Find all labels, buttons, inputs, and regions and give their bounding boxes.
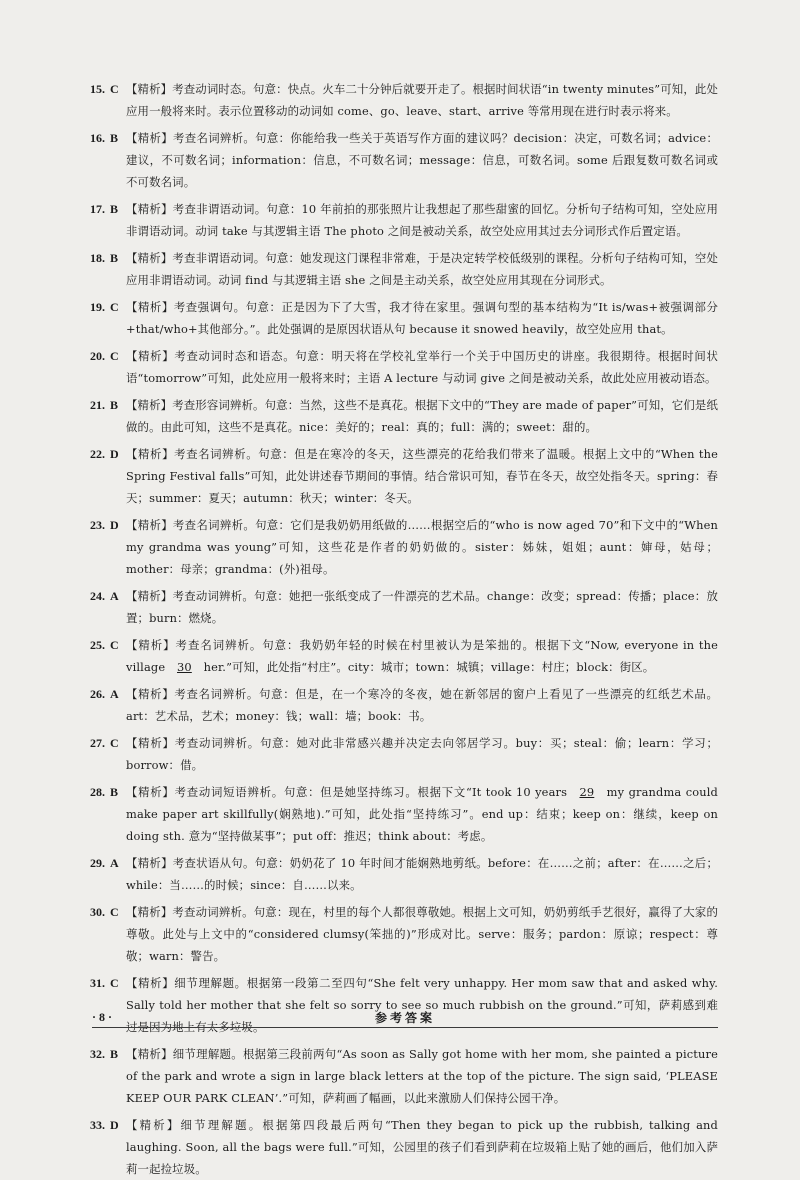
explanation-text-part: her.”可知，此处指“村庄”。city：城市；town：城镇；village：村庄；block：街区。 bbox=[199, 660, 655, 674]
answer-letter: B bbox=[110, 202, 119, 216]
explanation-text: 【精析】考查名词辨析。句意：但是，在一个寒冷的冬夜，她在新邻居的窗户上看见了一些漂亮的红纸艺术品。art：艺术品，艺术；money：钱；wall：墙；book：书。 bbox=[126, 687, 718, 723]
answer-item bbox=[90, 585, 718, 629]
answer-letter: B bbox=[110, 1047, 119, 1061]
explanation-text: 【精析】考查名词辨析。句意：但是在寒冷的冬天，这些漂亮的花给我们带来了温暖。根据上文中的“When the Spring Festival falls”可知，此处讲述春节期间的事情。结合常识可知，春节在冬天，故空处指冬天。spring：春天；summer：夏天；autumn：秋天；winter：冬天。 bbox=[126, 447, 718, 505]
answer-item bbox=[90, 78, 718, 122]
answer-letter: C bbox=[110, 976, 119, 990]
answer-letter: C bbox=[110, 82, 119, 96]
explanation-text: 【精析】细节理解题。根据第四段最后两句“Then they began to pick up the rubbish, talking and laughing. Soon, all the bags were full.”可知，公园里的孩子们看到萨莉在垃圾箱上贴了她的画后，他们加入萨莉一起捡垃圾。 bbox=[126, 1118, 718, 1176]
answer-letter: B bbox=[110, 251, 119, 265]
question-number: 31. bbox=[90, 976, 105, 990]
answer-letter: D bbox=[110, 447, 119, 461]
answer-letter: D bbox=[110, 1118, 119, 1132]
question-number: 23. bbox=[90, 518, 105, 532]
answer-item bbox=[90, 901, 718, 967]
question-number: 19. bbox=[90, 300, 105, 314]
explanation-text: 【精析】考查形容词辨析。句意：当然，这些不是真花。根据下文中的“They are made of paper”可知，它们是纸做的。由此可知，这些不是真花。nice：美好的；real：真的；full：满的；sweet：甜的。 bbox=[126, 398, 718, 434]
question-number: 28. bbox=[90, 785, 105, 799]
explanation-text-part: 【精析】考查名词辨析。句意：我奶奶年轻的时候在村里被认为是笨拙的。根据下文“Now, everyone in the village bbox=[126, 638, 718, 674]
answer-letter: A bbox=[110, 856, 119, 870]
explanation-text: 【精析】细节理解题。根据第一段第二至四句“She felt very unhappy. Her mom saw that and asked why. Sally told her mother that she felt so sorry to see so much rubbish on the ground.”可知，萨莉感到难过是因为地上有太多垃圾。 bbox=[126, 976, 718, 1034]
answer-letter: C bbox=[110, 349, 119, 363]
answer-item bbox=[90, 514, 718, 580]
explanation-text bbox=[126, 781, 718, 847]
explanation-text bbox=[126, 634, 718, 678]
explanation-text: 【精析】考查动词辨析。句意：她把一张纸变成了一件漂亮的艺术品。change：改变；spread：传播；place：放置；burn：燃烧。 bbox=[126, 589, 718, 625]
explanation-text: 【精析】考查非谓语动词。句意：10 年前拍的那张照片让我想起了那些甜蜜的回忆。分析句子结构可知，空处应用非谓语动词。动词 take 与其逻辑主语 The photo 之间是被动关系，故空处应用其过去分词形式作后置定语。 bbox=[126, 202, 718, 238]
answer-letter: C bbox=[110, 300, 119, 314]
footer-rule bbox=[92, 1027, 718, 1028]
answer-item bbox=[90, 852, 718, 896]
answer-item bbox=[90, 732, 718, 776]
answer-item bbox=[90, 683, 718, 727]
blank-number: 30 bbox=[177, 660, 192, 674]
page-footer bbox=[92, 1010, 718, 1025]
explanation-text: 【精析】考查动词时态。句意：快点。火车二十分钟后就要开走了。根据时间状语“in twenty minutes”可知，此处应用一般将来时。表示位置移动的动词如 come、go、leave、start、arrive 等常用现在进行时表示将来。 bbox=[126, 82, 718, 118]
explanation-text: 【精析】考查强调句。句意：正是因为下了大雪，我才待在家里。强调句型的基本结构为“It is/was+被强调部分+that/who+其他部分。”。此处强调的是原因状语从句 because it snowed heavily，故空处应用 that。 bbox=[126, 300, 718, 336]
explanation-text: 【精析】考查动词辨析。句意：现在，村里的每个人都很尊敬她。根据上文可知，奶奶剪纸手艺很好，赢得了大家的尊敬。此处与上文中的“considered clumsy(笨拙的)”形成对比。serve：服务；pardon：原谅；respect：尊敬；warn：警告。 bbox=[126, 905, 718, 963]
explanation-text: 【精析】考查动词时态和语态。句意：明天将在学校礼堂举行一个关于中国历史的讲座。我很期待。根据时间状语“tomorrow”可知，此处应用一般将来时；主语 A lecture 与动词 give 之间是被动关系，故此处应用被动语态。 bbox=[126, 349, 718, 385]
explanation-text: 【精析】考查动词辨析。句意：她对此非常感兴趣并决定去向邻居学习。buy：买；steal：偷；learn：学习；borrow：借。 bbox=[126, 736, 718, 772]
question-number: 21. bbox=[90, 398, 105, 412]
answer-letter: C bbox=[110, 736, 119, 750]
explanation-text: 【精析】细节理解题。根据第三段前两句“As soon as Sally got home with her mom, she painted a picture of the park and wrote a sign in large black letters at the top of the picture. The sign said, ‘PLEASE KEEP OUR PARK CLEAN’.”可知，萨莉画了幅画，以此来激励人们保持公园干净。 bbox=[126, 1047, 718, 1105]
answer-item bbox=[90, 1043, 718, 1109]
question-number: 32. bbox=[90, 1047, 105, 1061]
explanation-text-part: my grandma could make paper art skillfully(娴熟地).”可知，此处指“坚持练习”。end up：结束；keep on：继续，keep on doing sth. 意为“坚持做某事”；put off：推迟；think about：考虑。 bbox=[126, 785, 718, 843]
answer-item bbox=[90, 198, 718, 242]
explanation-text-part: 【精析】考查动词短语辨析。句意：但是她坚持练习。根据下文“It took 10 years bbox=[126, 785, 572, 799]
answer-item bbox=[90, 443, 718, 509]
question-number: 24. bbox=[90, 589, 105, 603]
question-number: 27. bbox=[90, 736, 105, 750]
question-number: 18. bbox=[90, 251, 105, 265]
question-number: 33. bbox=[90, 1118, 105, 1132]
answer-letter: B bbox=[110, 785, 119, 799]
question-number: 25. bbox=[90, 638, 105, 652]
question-number: 22. bbox=[90, 447, 105, 461]
answer-letter: C bbox=[110, 905, 119, 919]
question-number: 16. bbox=[90, 131, 105, 145]
answer-item bbox=[90, 296, 718, 340]
question-number: 20. bbox=[90, 349, 105, 363]
answer-letter: A bbox=[110, 687, 119, 701]
answer-item bbox=[90, 972, 718, 1038]
explanation-text: 【精析】考查名词辨析。句意：它们是我奶奶用纸做的……根据空后的“who is now aged 70”和下文中的“When my grandma was young”可知，这些花是作者的奶奶做的。sister：姊妹，姐姐；aunt：婶母，姑母；mother：母亲；grandma：(外)祖母。 bbox=[126, 518, 718, 576]
answer-item bbox=[90, 1114, 718, 1180]
explanation-text: 【精析】考查状语从句。句意：奶奶花了 10 年时间才能娴熟地剪纸。before：在……之前；after：在……之后；while：当……的时候；since：自……以来。 bbox=[126, 856, 718, 892]
page-number: · 8 · bbox=[92, 1010, 113, 1024]
explanation-text: 【精析】考查名词辨析。句意：你能给我一些关于英语写作方面的建议吗？decision：决定，可数名词；advice：建议，不可数名词；information：信息，不可数名词；message：信息，可数名词。some 后跟复数可数名词或不可数名词。 bbox=[126, 131, 718, 189]
answer-letter: B bbox=[110, 131, 119, 145]
question-number: 15. bbox=[90, 82, 105, 96]
question-number: 17. bbox=[90, 202, 105, 216]
answer-item bbox=[90, 781, 718, 847]
answer-letter: B bbox=[110, 398, 119, 412]
blank-number: 29 bbox=[579, 785, 595, 799]
footer-label: 参考答案 bbox=[374, 1011, 436, 1025]
answer-letter: C bbox=[110, 638, 119, 652]
answer-item bbox=[90, 394, 718, 438]
question-number: 29. bbox=[90, 856, 105, 870]
question-number: 30. bbox=[90, 905, 105, 919]
question-number: 26. bbox=[90, 687, 105, 701]
answer-item bbox=[90, 634, 718, 678]
answer-item bbox=[90, 247, 718, 291]
answer-letter: D bbox=[110, 518, 119, 532]
explanation-text: 【精析】考查非谓语动词。句意：她发现这门课程非常难，于是决定转学校低级别的课程。分析句子结构可知，空处应用非谓语动词。动词 find 与其逻辑主语 she 之间是主动关系，故空处应用其现在分词形式。 bbox=[126, 251, 718, 287]
answer-item bbox=[90, 127, 718, 193]
answer-letter: A bbox=[110, 589, 119, 603]
answer-item bbox=[90, 345, 718, 389]
